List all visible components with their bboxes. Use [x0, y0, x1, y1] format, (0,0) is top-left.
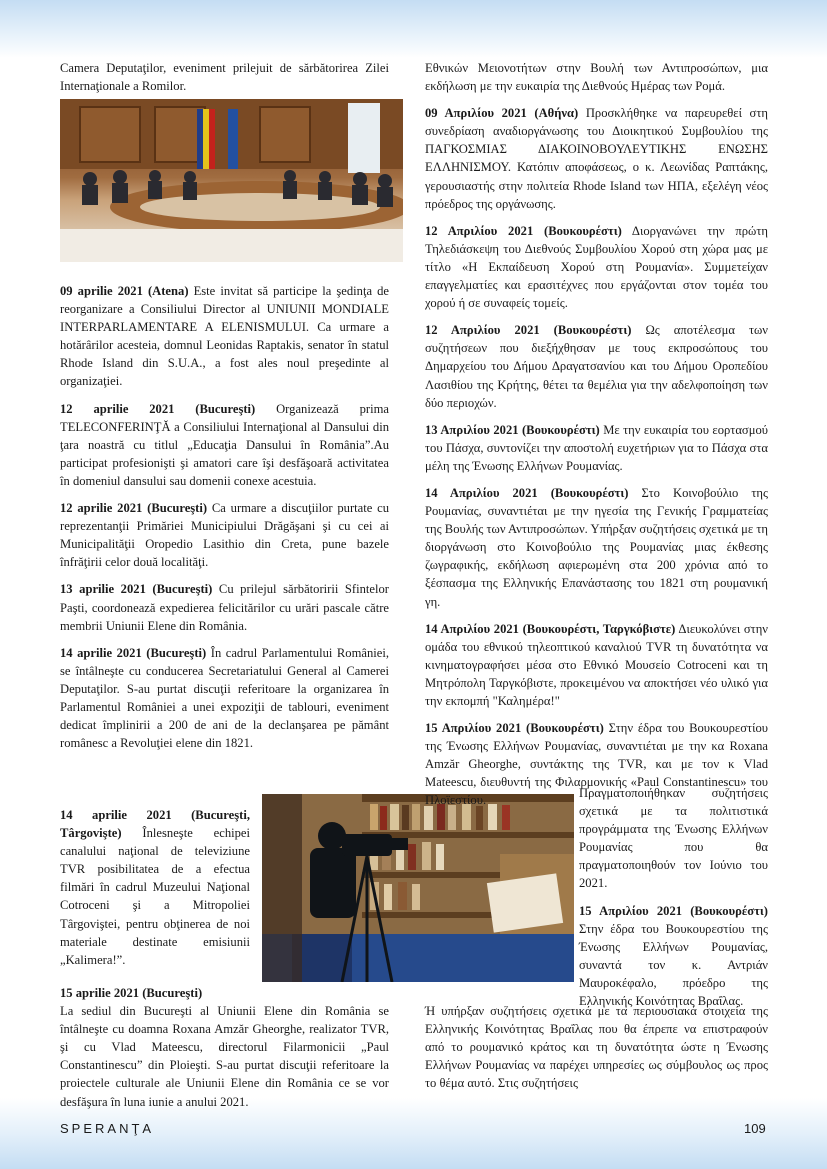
right-entry-2	[425, 222, 768, 312]
entry-date: 14 Απριλίου 2021 (Βουκουρέστι, Ταργκόβιστε)	[425, 621, 676, 636]
entry-date: 09 Απριλίου 2021 (Αθήνα)	[425, 106, 579, 121]
entry-date: 14 Απριλίου 2021 (Βουκουρέστι)	[425, 485, 629, 500]
entry-text: În cadrul Parlamentului României, se întâlneşte cu conducerea Secretariatului General al Camerei Deputaţilor. S-au purtat discuţii referitoare la organizarea în Parlamentul României a unei expoziţii de tablouri, eveniment dedicat împlinirii a 200 de ani de la declanşarea pe pământ românesc a Revoluţiei elene din 1821.	[60, 645, 389, 751]
left-column	[60, 59, 389, 104]
right-entry-8-continuation: Ή υπήρξαν συζητήσεις σχετικά με τα περιουσιακά στοιχεία της Ελληνικής Κοινότητας Βραΐλας που θα έπρεπε να επιστραφούν από το ρουμανικό κράτος και τη δυνατότητα ώστε η Ένωσης Ελλήνων Ρουμανίας να παρέχει υπηρεσίες ως σύμβουλος ως προς το θέμα αυτό. Στις συζητήσεις	[425, 1004, 768, 1091]
right-column	[425, 59, 768, 810]
left-entry-6	[60, 806, 250, 969]
entry-text: Διοργανώνει την πρώτη Τηλεδιάσκεψη του Διεθνούς Συμβουλίου Χορού στη χώρα μας με τίτλο «Η Εκπαίδευση Χορού στη Ρουμανία». Συμμετείχαν επαγγελματίες και ερασιτέχνες που εργάζονται στον τομέα του χορού ή σε συναφείς τομείς.	[425, 223, 768, 311]
parliament-meeting-illustration	[60, 99, 403, 262]
left-entry-7	[60, 984, 389, 1111]
left-entry-4	[60, 580, 389, 634]
entry-text: Στην έδρα του Βουκουρεστίου της Ένωσης Ελλήνων Ρουμανίας, συναντιέται με την κα Roxana Amzăr Gheorghe, συντάκτης της TVR, και με τον κ Vlad Mateescu, διευθυντή της Φιλαρμονικής «Paul Constantinescu» του Πλοϊεστίου.	[425, 721, 768, 808]
left-column-body	[60, 282, 389, 761]
entry-text: Διευκολύνει στην ομάδα του εθνικού τηλεοπτικού καναλιού TVR τη δυνατότητα να κινηματογραφήσει μέσα στο Εθνικό Μουσείο Cotroceni και τη Μητρόπολη Ταργκόβιστε, προκειμένου να αποκτήσει νέο υλικό για την εκπομπή "Καλημέρα!"	[425, 621, 768, 708]
entry-text: Înlesneşte echipei canalului naţional de televiziune TVR posibilitatea de a efectua filmări în cadrul Muzeului Naţional Cotroceni şi a Mitropoliei Târgoviştei, pentru obţinerea de noi materiale destinate emisiunii „Kalimera!”.	[60, 826, 250, 967]
parliament-meeting-photo	[60, 99, 403, 262]
entry-date: 14 aprilie 2021 (Bucureşti)	[60, 645, 207, 660]
left-entry-2	[60, 400, 389, 490]
right-entry-3	[425, 321, 768, 411]
right-entry-8-continuation-wrap	[425, 1002, 768, 1092]
tv-filming-illustration	[262, 794, 574, 982]
tv-filming-photo	[258, 790, 578, 986]
entry-date: 15 Απριλίου 2021 (Βουκουρέστι)	[579, 903, 768, 918]
entry-text: Organizează prima TELECONFERINŢĂ a Consiliului Internaţional al Dansului din ţara noastră cu titlul „Educaţia Dansului în România”.Au participat profesionişti şi amatori care îşi desfăşoară activitatea în domeniul dansului sau domenii conexe acestuia.	[60, 401, 389, 488]
left-intro: Camera Deputaţilor, eveniment prilejuit de sărbătorirea Zilei Internaţionale a Romilor.	[60, 61, 389, 94]
left-entry-6-wrap	[60, 806, 250, 978]
right-entry-7-continuation: Πραγματοποιήθηκαν συζητήσεις σχετικά με τα πολιτιστικά προγράμματα της Ένωσης Ελλήνων Ρουμανίας που θα πραγματοποιηθούν τον Ιούνιο του 2021.	[579, 786, 768, 891]
magazine-name: SPERANŢA	[60, 1121, 155, 1136]
entry-text: Cu prilejul sărbătoririi Sfintelor Paşti, coordonează expedierea felicitărilor cu urări pascale către membrii Uniunii Elene din România.	[60, 582, 389, 633]
left-entry-3	[60, 499, 389, 571]
left-entry-5	[60, 644, 389, 753]
entry-date: 09 aprilie 2021 (Atena)	[60, 284, 189, 298]
entry-text: Στο Κοινοβούλιο της Ρουμανίας, συναντιέται με την ηγεσία της Γενικής Γραμματείας της Βουλής των Αντιπροσώπων. Υπήρξαν συζητήσεις σχετικά με τη διοργάνωση στο Κοινοβούλιο της Ρουμανίας μιας έκθεσης ζωγραφικής, εκδήλωση αφιερωμένη στα 200 χρόνια από το ξέσπασμα της Ελληνικής Επανάστασης του 1821 στη ρουμανική γη.	[425, 485, 768, 609]
entry-text: Προσκλήθηκε να παρευρεθεί στη συνεδρίαση αναδιοργάνωσης του Διοικητικού Συμβουλίου της ΠΑΓΚΟΣΜΙΑΣ ΔΙΑΚΟΙΝΟΒΟΥΛΕΥΤΙΚΗΣ ΕΝΩΣΗΣ ΕΛΛΗΝΙΣΜΟΥ. Κατόπιν αποφάσεως, ο κ. Λεωνίδας Ραπτάκης, γερουσιαστής στην πολιτεία Rhode Island των ΗΠΑ, εξελέγη νέος πρόεδρος της οργάνωσης.	[425, 106, 768, 211]
entry-date: 14 aprilie 2021 (Bucureşti, Târgovişte)	[60, 808, 250, 841]
entry-text: Ως αποτέλεσμα των συζητήσεων που διεξήχθησαν με τους εκπροσώπους του Δημαρχείου του Δήμου Δραγατσανίου και του Δήμου Οροπεδίου Λασιθίου της Κρήτης, θέτει τα θεμέλια για την αδελφοποίηση των δύο περιοχών.	[425, 323, 768, 410]
entry-date: 15 aprilie 2021 (Bucureşti)	[60, 986, 203, 1000]
entry-text: Στην έδρα του Βουκουρεστίου της Ένωσης Ελλήνων Ρουμανίας, συναντά τον κ. Αντριάν Μαυροκέφαλο, πρόεδρο της Ελληνικής Κοινότητας Βραΐλας.	[579, 921, 768, 1009]
entry-date: 12 Απριλίου 2021 (Βουκουρέστι)	[425, 223, 622, 238]
entry-date: 12 Απριλίου 2021 (Βουκουρέστι)	[425, 323, 632, 338]
left-entry-1	[60, 282, 389, 391]
entry-date: 15 Απριλίου 2021 (Βουκουρέστι)	[425, 721, 604, 736]
right-intro: Εθνικών Μειονοτήτων στην Βουλή των Αντιπροσώπων, μια εκδήλωση με την ευκαιρία της Διεθνούς Ημέρας των Ρομά.	[425, 61, 768, 94]
right-entry-4	[425, 421, 768, 475]
entry-text: Ca urmare a discuţiilor purtate cu reprezentanţii Primăriei Municipiului Drăgăşani şi cu cei ai Municipalităţii Oropedio Lasithio din Creta, pune bazele înfrăţirii celor două localităţi.	[60, 501, 389, 570]
entry-text: La sediul din Bucureşti al Uniunii Elene din România se întâlneşte cu doamna Roxana Amzăr Gheorghe, realizator TVR, şi cu Vlad Mateescu, directorul Filarmonicii „Paul Constantinescu” din Ploieşti. S-au purtat discuţii referitoare la proiectele culturale ale Uniunii Elene din România ce se vor desfăşura în luna iunie a anului 2021.	[60, 1004, 389, 1109]
entry-text: Este invitat să participe la şedinţa de reorganizare a Consiliului Director al UNIUNII MONDIALE INTERPARLAMENTARE A ELENISMULUI. Ca urmare a hotărârilor acesteia, domnul Leonidas Raptakis, senator în statul Rhode Island din S.U.A., a fost ales noul preşedinte al organizaţiei.	[60, 284, 389, 389]
page-number: 109	[744, 1121, 766, 1136]
entry-date: 13 Απριλίου 2021 (Βουκουρέστι)	[425, 422, 600, 437]
entry-text: Με την ευκαιρία του εορτασμού του Πάσχα, συντονίζει την αποστολή ευχετήριων για το Πάσχα στα μέλη της Ένωσης Ελλήνων Ρουμανίας.	[425, 422, 769, 473]
right-wrap-column	[579, 784, 768, 1010]
entry-date: 13 aprilie 2021 (Bucureşti)	[60, 582, 213, 597]
right-entry-6	[425, 620, 768, 710]
right-entry-8	[579, 902, 768, 1011]
entry-date: 12 aprilie 2021 (Bucureşti)	[60, 501, 208, 516]
right-entry-5	[425, 484, 768, 611]
left-entry-7-wrap	[60, 984, 389, 1111]
header-gradient-band	[0, 0, 827, 58]
right-entry-1	[425, 104, 768, 213]
entry-date: 12 aprilie 2021 (Bucureşti)	[60, 401, 256, 416]
